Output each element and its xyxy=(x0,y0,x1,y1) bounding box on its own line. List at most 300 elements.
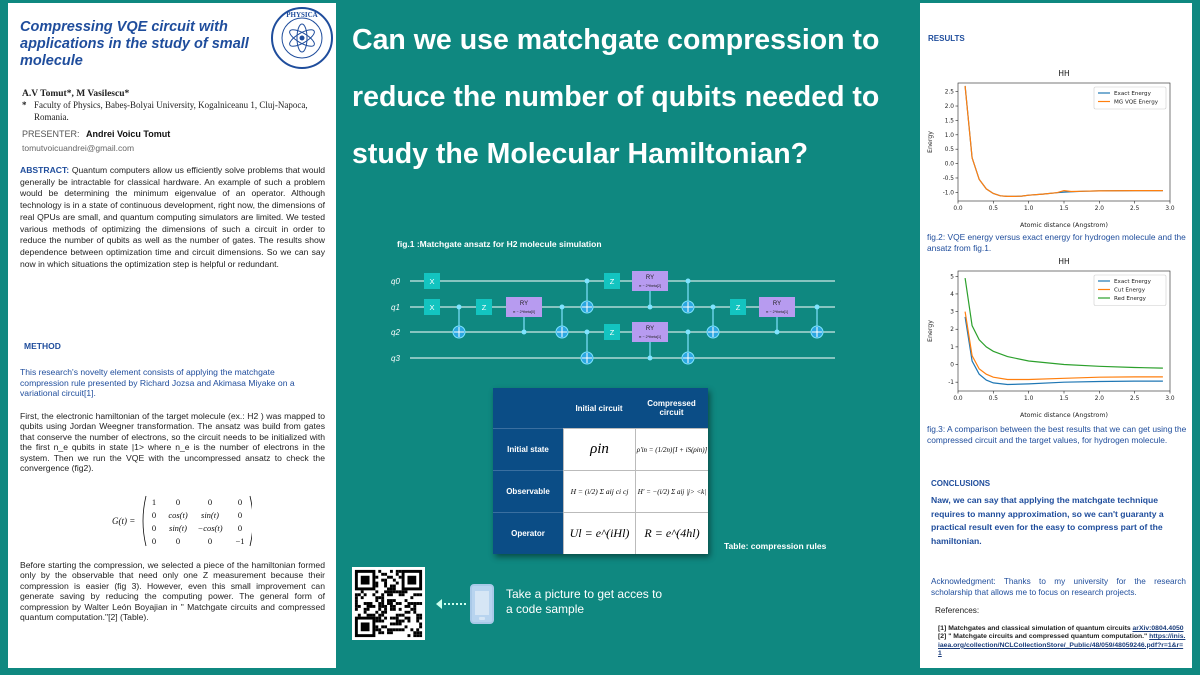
control-dot xyxy=(522,330,527,335)
qr-module xyxy=(381,605,384,608)
qr-module xyxy=(393,617,396,620)
matrix-cell: 0 xyxy=(207,536,213,546)
abstract-text: Quantum computers allow us efficiently solve problems that would generally be intractable for classical hardware. An example of such a problem would be determining the minimum eigenvalue of an operator. Although technology is in a state of continuous development, right now, the dimensions of real QPUs are small, and quantum computing simulators are limited. We tested various methods of optimizing the dimensions of such a circuit in order to reduce the number of qubits as well as the number of gates. The results show dependence between optimization time and circuit dimensions. So we can say now in which situations the optimization step is helpful or redundant. xyxy=(20,165,326,269)
y-tick-label: 0.5 xyxy=(944,147,954,154)
qr-module xyxy=(407,620,410,623)
control-dot xyxy=(648,356,653,361)
qr-module xyxy=(384,611,387,614)
table-header-row xyxy=(493,388,708,428)
references-list xyxy=(938,625,1186,659)
z-gate-label: Z xyxy=(609,277,615,286)
qr-module xyxy=(370,605,373,608)
qr-module xyxy=(384,579,387,582)
qr-module xyxy=(390,576,393,579)
qr-module xyxy=(355,602,358,605)
ry-gate-param: π − 2*theta[0] xyxy=(513,310,535,314)
initial-cell: H = (i/2) Σ aij ci cj xyxy=(563,470,635,512)
qr-module xyxy=(355,605,358,608)
qr-module xyxy=(387,628,390,631)
compressed-cell: R = e^(4hl) xyxy=(635,512,708,554)
reference-text: [2] " Matchgate circuits and compressed quantum computation." xyxy=(938,633,1148,641)
x-tick-label: 0.0 xyxy=(953,206,963,212)
qr-module xyxy=(390,628,393,631)
qr-module xyxy=(396,628,399,631)
qr-module xyxy=(390,599,393,602)
qr-module xyxy=(384,608,387,611)
qr-module xyxy=(387,590,390,593)
qr-module xyxy=(375,625,378,628)
qr-module xyxy=(396,620,399,623)
qr-module xyxy=(419,631,422,634)
qr-module xyxy=(390,605,393,608)
qr-module xyxy=(419,617,422,620)
qr-module xyxy=(375,599,378,602)
qr-module xyxy=(378,614,381,617)
qr-module xyxy=(375,620,378,623)
paper-title: Compressing VQE circuit with applications in the study of small molecule xyxy=(20,19,249,69)
chart-title: HH xyxy=(1058,69,1070,78)
fig1-caption: fig.1 :Matchgate ansatz for H2 molecule simulation xyxy=(397,239,602,249)
qr-module xyxy=(413,593,416,596)
qr-module xyxy=(378,570,381,573)
qr-module xyxy=(399,593,402,596)
qr-module xyxy=(399,602,402,605)
dotted-arrow xyxy=(440,603,466,605)
qr-module xyxy=(405,611,408,614)
qr-module xyxy=(396,614,399,617)
qr-module xyxy=(390,570,393,573)
qr-module xyxy=(413,602,416,605)
control-dot xyxy=(775,330,780,335)
x-tick-label: 0.5 xyxy=(988,206,998,212)
method-heading: METHOD xyxy=(24,341,61,351)
y-tick-label: 0.0 xyxy=(944,161,954,168)
x-gate-label: X xyxy=(429,303,435,312)
affiliation-mark: * xyxy=(22,100,27,110)
qr-module xyxy=(399,576,402,579)
energy-chart-fig2 xyxy=(924,65,1186,231)
qr-module xyxy=(390,622,393,625)
qr-module xyxy=(370,602,373,605)
fig3-caption: fig.3: A comparison between the best results that we can get using the compressed circuit and the target values, for hydrogen molecule. xyxy=(927,424,1187,445)
y-tick-label: -1 xyxy=(948,380,954,387)
qr-module xyxy=(399,622,402,625)
x-tick-label: 0.0 xyxy=(953,396,963,402)
qr-module xyxy=(378,596,381,599)
matrix-cell: cos(t) xyxy=(168,510,188,520)
quantum-circuit xyxy=(385,265,845,375)
qr-module xyxy=(390,608,393,611)
qr-module xyxy=(416,617,419,620)
legend-entry: Red Energy xyxy=(1114,296,1146,302)
qr-module xyxy=(416,593,419,596)
qr-module xyxy=(407,611,410,614)
qr-module xyxy=(390,593,393,596)
initial-cell: ρin xyxy=(563,428,635,470)
qr-module xyxy=(381,620,384,623)
y-tick-label: 1 xyxy=(950,344,954,351)
matrix-bracket-right xyxy=(250,496,252,546)
qr-module xyxy=(405,605,408,608)
qr-module xyxy=(410,596,413,599)
matrix-cell: 0 xyxy=(175,497,181,507)
presenter-name: Andrei Voicu Tomut xyxy=(86,129,171,139)
qr-module xyxy=(407,602,410,605)
control-dot xyxy=(686,279,691,284)
qr-module xyxy=(372,614,375,617)
qr-module xyxy=(378,605,381,608)
legend-entry: Cut Energy xyxy=(1114,287,1146,294)
qr-module xyxy=(375,611,378,614)
qr-module xyxy=(355,596,358,599)
qr-module xyxy=(361,590,364,593)
qr-module xyxy=(381,614,384,617)
qr-module xyxy=(402,593,405,596)
abstract xyxy=(20,165,325,270)
qr-module xyxy=(416,628,419,631)
row-label: Observable xyxy=(493,470,563,512)
qr-module xyxy=(381,596,384,599)
qr-module xyxy=(387,599,390,602)
qr-module xyxy=(399,590,402,593)
qr-module xyxy=(375,576,378,579)
x-tick-label: 1.0 xyxy=(1024,396,1034,402)
qr-module xyxy=(387,576,390,579)
qr-module xyxy=(387,587,390,590)
matrix-label: G(t) = xyxy=(112,516,136,526)
qr-module xyxy=(413,611,416,614)
qr-module xyxy=(407,605,410,608)
qr-module xyxy=(355,593,358,596)
x-tick-label: 1.5 xyxy=(1059,206,1069,212)
qr-module xyxy=(375,628,378,631)
energy-chart-fig3 xyxy=(924,253,1186,421)
qr-module xyxy=(390,602,393,605)
matrix-cell: 0 xyxy=(151,510,157,520)
reference-link[interactable]: https://inis.iaea.org/collection/NCLCollectionStore/_Public/48/059/48059246.pdf?r=1&r=1 xyxy=(938,633,1186,658)
presenter xyxy=(22,129,170,139)
qr-module xyxy=(407,634,410,637)
qr-module xyxy=(378,608,381,611)
y-tick-label: 2 xyxy=(950,327,954,334)
qr-module xyxy=(416,602,419,605)
ry-gate-param: π − 2*theta[1] xyxy=(766,310,788,314)
qr-module xyxy=(410,628,413,631)
qr-module xyxy=(364,608,367,611)
x-axis-label: Atomic distance (Angstrom) xyxy=(1020,412,1108,419)
qr-module xyxy=(399,628,402,631)
matrix-cell: 0 xyxy=(207,497,213,507)
qr-module xyxy=(364,611,367,614)
references-heading: References: xyxy=(935,606,980,615)
y-tick-label: 2.0 xyxy=(944,104,954,111)
qr-module xyxy=(396,602,399,605)
qr-module xyxy=(393,579,396,582)
y-tick-label: 0 xyxy=(950,362,954,369)
ry-gate-param: π − 2*theta[2] xyxy=(639,284,661,288)
qr-module xyxy=(378,620,381,623)
affiliation xyxy=(22,100,322,123)
qubit-label: q1 xyxy=(391,303,400,312)
results-heading: RESULTS xyxy=(928,34,965,43)
legend-entry: Exact Energy xyxy=(1114,279,1151,285)
matrix-cell: 0 xyxy=(175,536,181,546)
qr-module xyxy=(405,617,408,620)
qr-module xyxy=(402,628,405,631)
chart-title: HH xyxy=(1058,257,1070,266)
x-tick-label: 2.5 xyxy=(1130,396,1140,402)
qr-module xyxy=(413,631,416,634)
matrix-cell: 0 xyxy=(237,497,243,507)
ry-gate xyxy=(632,322,668,342)
qr-module xyxy=(393,605,396,608)
qr-module xyxy=(372,605,375,608)
qr-module xyxy=(419,625,422,628)
x-tick-label: 0.5 xyxy=(988,396,998,402)
qr-module xyxy=(416,631,419,634)
control-dot xyxy=(457,305,462,310)
research-question: Can we use matchgate compression to reduce the number of qubits needed to study the Molecular Hamiltonian? xyxy=(352,24,880,170)
picture-hint: Take a picture to get acces to a code sample xyxy=(506,587,663,616)
qr-module xyxy=(390,585,393,588)
qr-module xyxy=(416,620,419,623)
matrix-cell: 0 xyxy=(151,536,157,546)
compressed-cell: H' = −(i/2) Σ aij |j> <k| xyxy=(635,470,708,512)
qr-module xyxy=(367,608,370,611)
y-tick-label: 2.5 xyxy=(944,89,954,96)
qr-module xyxy=(413,634,416,637)
qr-module xyxy=(402,590,405,593)
qr-module xyxy=(390,590,393,593)
qr-module xyxy=(399,620,402,623)
qr-module xyxy=(393,585,396,588)
legend-entry: MG VQE Energy xyxy=(1114,99,1159,106)
reference-item xyxy=(938,625,1186,633)
control-dot xyxy=(711,305,716,310)
qr-module xyxy=(370,614,373,617)
qr-module xyxy=(393,587,396,590)
ry-gate-label: RY xyxy=(645,275,655,281)
ry-gate-label: RY xyxy=(772,301,782,307)
qr-module xyxy=(381,631,384,634)
qr-module xyxy=(416,614,419,617)
conclusions-heading: CONCLUSIONS xyxy=(931,479,991,488)
reference-item xyxy=(938,633,1186,658)
x-tick-label: 2.0 xyxy=(1094,206,1104,212)
qr-module xyxy=(367,605,370,608)
qr-module xyxy=(384,573,387,576)
qr-module xyxy=(381,573,384,576)
table-row xyxy=(493,470,708,512)
email[interactable]: tomutvoicuandrei@gmail.com xyxy=(22,143,135,153)
qr-module xyxy=(378,628,381,631)
x-tick-label: 2.5 xyxy=(1130,206,1140,212)
svg-text:PHYSICA: PHYSICA xyxy=(286,11,318,19)
qubit-label: q3 xyxy=(391,354,400,363)
row-label: Initial state xyxy=(493,428,563,470)
qr-module xyxy=(384,585,387,588)
qr-module xyxy=(381,625,384,628)
qr-module xyxy=(387,593,390,596)
qr-module xyxy=(384,605,387,608)
matrix-cell: 1 xyxy=(151,497,157,507)
qr-module xyxy=(396,573,399,576)
control-dot xyxy=(585,330,590,335)
row-label: Operator xyxy=(493,512,563,554)
qr-module xyxy=(375,590,378,593)
qr-module xyxy=(396,622,399,625)
ry-gate-param: π − 2*theta[1] xyxy=(639,335,661,339)
qr-module xyxy=(364,593,367,596)
qr-module xyxy=(402,620,405,623)
ry-gate xyxy=(759,297,795,317)
series-line xyxy=(965,312,1163,380)
x-tick-label: 3.0 xyxy=(1165,206,1175,212)
y-tick-label: 3 xyxy=(950,309,954,316)
qr-module xyxy=(381,593,384,596)
z-gate-label: Z xyxy=(481,303,487,312)
qr-module xyxy=(393,608,396,611)
qr-module xyxy=(419,614,422,617)
qr-module xyxy=(381,602,384,605)
matrix-cell: 0 xyxy=(237,510,243,520)
y-tick-label: -0.5 xyxy=(942,175,954,182)
y-tick-label: 4 xyxy=(950,291,954,298)
x-tick-label: 3.0 xyxy=(1165,396,1175,402)
control-dot xyxy=(815,305,820,310)
y-tick-label: 5 xyxy=(950,274,954,281)
conclusions-text: Naw, we can say that applying the matchgate technique requires to manny approximation, so we can't guaranty a practical result even for the easy to compress part of the hamiltonian. xyxy=(931,495,1164,546)
qr-finder xyxy=(407,576,416,585)
qr-module xyxy=(393,590,396,593)
x-tick-label: 1.0 xyxy=(1024,206,1034,212)
qr-module xyxy=(358,593,361,596)
matrix-cell: sin(t) xyxy=(201,510,219,520)
matrix-cell: −1 xyxy=(235,536,245,546)
table-header-cell xyxy=(493,388,563,428)
control-dot xyxy=(648,305,653,310)
qr-module xyxy=(358,614,361,617)
qr-module xyxy=(393,622,396,625)
qr-module xyxy=(393,628,396,631)
qr-module xyxy=(396,570,399,573)
qr-module xyxy=(375,596,378,599)
qr-finder xyxy=(361,576,370,585)
qr-module xyxy=(358,605,361,608)
university-logo xyxy=(270,6,334,70)
method-intro: This research's novelty element consists of applying the matchgate compression rule presented by Richard Jozsa and Akimasa Miyake on a variational circuit[1]. xyxy=(20,367,295,399)
matrix-cell: 0 xyxy=(151,523,157,533)
table-header-cell: Initial circuit xyxy=(575,403,623,413)
qr-module xyxy=(416,634,419,637)
qr-module xyxy=(384,590,387,593)
y-tick-label: -1.0 xyxy=(942,190,954,197)
qr-module xyxy=(399,570,402,573)
qr-module xyxy=(367,602,370,605)
y-tick-label: 1.5 xyxy=(944,118,954,125)
qr-module xyxy=(387,631,390,634)
qr-module xyxy=(390,617,393,620)
y-axis-label: Energy xyxy=(927,130,934,154)
table-row xyxy=(493,512,708,554)
matrix-cell: sin(t) xyxy=(169,523,187,533)
qr-module xyxy=(381,579,384,582)
qr-module xyxy=(390,587,393,590)
qubit-label: q0 xyxy=(391,277,400,286)
qr-code[interactable] xyxy=(352,567,425,640)
phone-icon xyxy=(470,584,494,624)
qr-module xyxy=(413,605,416,608)
qr-module xyxy=(419,622,422,625)
presenter-label: PRESENTER: xyxy=(22,129,80,139)
qr-module xyxy=(419,602,422,605)
qr-module xyxy=(381,611,384,614)
qr-module xyxy=(396,582,399,585)
x-tick-label: 2.0 xyxy=(1094,396,1104,402)
reference-link[interactable]: arXiv:0804.4050 xyxy=(1132,625,1184,632)
qr-module xyxy=(378,631,381,634)
matchgate-matrix xyxy=(112,493,252,549)
qr-module xyxy=(407,617,410,620)
compressed-cell: ρ'in = (1/2n)[I + iS(ρin)] xyxy=(635,428,708,470)
qr-module xyxy=(393,599,396,602)
qr-module xyxy=(413,608,416,611)
qr-module xyxy=(378,602,381,605)
qr-module xyxy=(361,596,364,599)
fig2-caption: fig.2: VQE energy versus exact energy for hydrogen molecule and the ansatz from fig.1. xyxy=(927,232,1186,253)
ry-gate xyxy=(632,271,668,291)
qr-module xyxy=(375,582,378,585)
qr-module xyxy=(384,582,387,585)
x-axis-label: Atomic distance (Angstrom) xyxy=(1020,222,1108,229)
qr-module xyxy=(399,614,402,617)
x-gate-label: X xyxy=(429,277,435,286)
qr-module xyxy=(390,631,393,634)
qubit-label: q2 xyxy=(391,328,400,337)
z-gate-label: Z xyxy=(735,303,741,312)
control-dot xyxy=(585,279,590,284)
qr-module xyxy=(384,625,387,628)
qr-module xyxy=(378,617,381,620)
affiliation-text: Faculty of Physics, Babeș-Bolyai University, Kogalniceanu 1, Cluj-Napoca, Romania. xyxy=(34,100,308,122)
left-panel xyxy=(8,3,336,668)
initial-cell: Ul = e^(iHl) xyxy=(563,512,635,554)
qr-module xyxy=(375,617,378,620)
qr-module xyxy=(405,599,408,602)
qr-module xyxy=(387,602,390,605)
qr-module xyxy=(367,614,370,617)
qr-module xyxy=(384,617,387,620)
x-tick-label: 1.5 xyxy=(1059,396,1069,402)
qr-module xyxy=(375,585,378,588)
qr-module xyxy=(410,602,413,605)
authors: A.V Tomut*, M Vasilescu* xyxy=(22,89,130,99)
acknowledgment: Acknowledgment: Thanks to my university for the research scholarship that allows me to focus on research projects. xyxy=(931,577,1186,597)
matrix-bracket-left xyxy=(143,496,146,546)
method-body-2: Before starting the compression, we selected a piece of the hamiltonian formed only by the observable that need only one Z measurement because their compression is easier (fig 3). However, even this small improvement can generate saving by reducing the computing power. The general form of compression by Walter León Boyajian in " Matchgate circuits and compressed quantum computation."[2] (Table). xyxy=(20,560,325,623)
matrix-cell: −cos(t) xyxy=(197,523,223,533)
qr-module xyxy=(355,608,358,611)
reference-text: [1] Matchgates and classical simulation of quantum circuits xyxy=(938,625,1131,632)
table-row xyxy=(493,428,708,470)
compression-table xyxy=(493,388,708,554)
qr-module xyxy=(402,614,405,617)
qr-module xyxy=(381,599,384,602)
y-axis-label: Energy xyxy=(927,319,934,343)
ry-gate-label: RY xyxy=(645,326,655,332)
table-header-cell: Compressed circuit xyxy=(647,399,696,417)
ry-gate-label: RY xyxy=(519,301,529,307)
